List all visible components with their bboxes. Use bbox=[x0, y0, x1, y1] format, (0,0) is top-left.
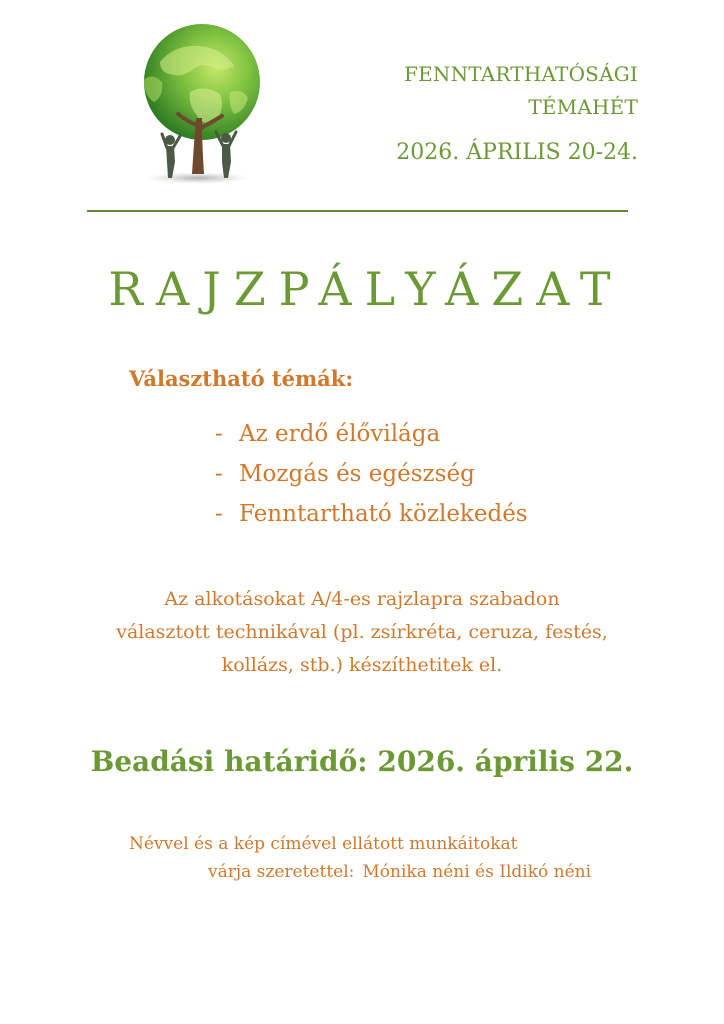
topics-heading: Választható témák: bbox=[129, 366, 354, 391]
globe-tree-logo bbox=[130, 22, 265, 187]
event-title-line1: FENNTARTHATÓSÁGI bbox=[404, 62, 638, 86]
description-line1: Az alkotásokat A/4-es rajzlapra szabadon bbox=[164, 588, 560, 610]
topics-list bbox=[215, 414, 528, 534]
signature-label: várja szeretettel: bbox=[208, 862, 355, 882]
globe-tree-icon bbox=[130, 22, 265, 187]
topic-item-label: Az erdő élővilága bbox=[239, 421, 441, 447]
description-line2: választott technikával (pl. zsírkréta, ceruza, festés, bbox=[116, 621, 608, 643]
dash-bullet: - bbox=[215, 501, 223, 527]
event-title bbox=[404, 58, 638, 124]
topic-item bbox=[215, 494, 528, 534]
description-line3: kollázs, stb.) készíthetitek el. bbox=[221, 654, 503, 676]
topic-item-label: Mozgás és egészség bbox=[239, 461, 475, 487]
deadline: Beadási határidő: 2026. április 22. bbox=[90, 745, 634, 778]
event-title-line2: TÉMAHÉT bbox=[528, 95, 638, 119]
main-title: RAJZPÁLYÁZAT bbox=[108, 262, 624, 316]
description bbox=[0, 583, 724, 682]
topic-item-label: Fenntartható közlekedés bbox=[239, 501, 528, 527]
topic-item bbox=[215, 454, 528, 494]
divider-line bbox=[87, 210, 628, 212]
signature-line2 bbox=[208, 862, 591, 882]
topic-item bbox=[215, 414, 528, 454]
signature-line1: Névvel és a kép címével ellátott munkáitokat bbox=[129, 834, 518, 854]
event-date: 2026. ÁPRILIS 20-24. bbox=[396, 140, 638, 165]
dash-bullet: - bbox=[215, 461, 223, 487]
dash-bullet: - bbox=[215, 421, 223, 447]
signature-names: Mónika néni és Ildikó néni bbox=[362, 862, 592, 882]
